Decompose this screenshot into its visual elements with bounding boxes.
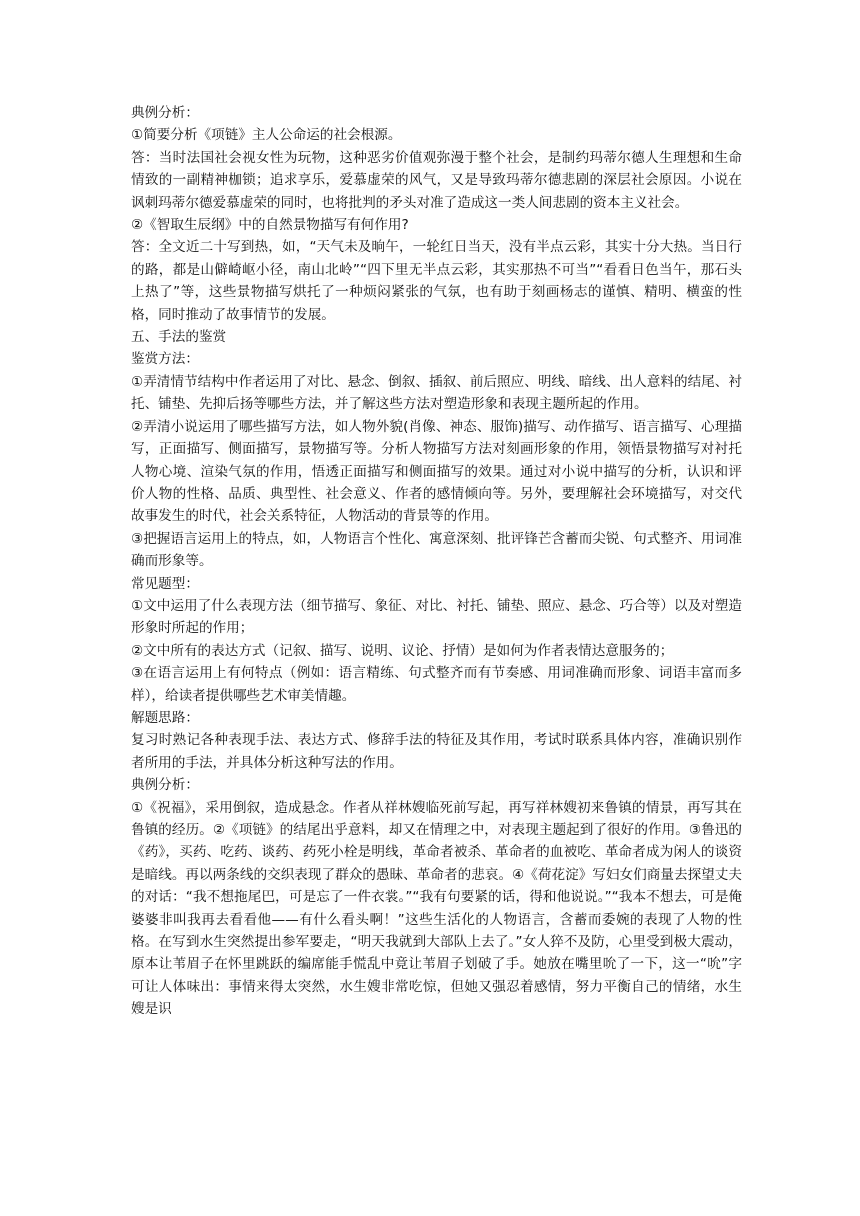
answer-paragraph: 答：全文近二十写到热，如，“天气未及晌午，一轮红日当天，没有半点云彩，其实十分大热。当日行的路，都是山僻崎岖小径，南山北岭”“四下里无半点云彩，其实那热不可当”“看看日色当午，那石头上热了”等，这些景物描写烘托了一种烦闷紧张的气氛，也有助于刻画杨志的谨慎、精明、横蛮的性格，同时推动了故事情节的发展。	[131, 239, 742, 323]
answer-paragraph: 答：当时法国社会视女性为玩物，这种恶劣价值观弥漫于整个社会，是制约玛蒂尔德人生理想和生命情致的一副精神枷锁；追求享乐，爱慕虚荣的风气，又是导致玛蒂尔德悲剧的深层社会原因。小说在讽刺玛蒂尔德爱慕虚荣的同时，也将批判的矛头对准了造成这一类人间悲剧的资本主义社会。	[131, 149, 742, 211]
question-paragraph: ②《智取生辰纲》中的自然景物描写有何作用?	[131, 217, 409, 234]
section-label: 解题思路：	[131, 709, 199, 726]
question-type-paragraph: ①文中运用了什么表现方法（细节描写、象征、对比、衬托、铺垫、照应、悬念、巧合等）以及对塑造形象时所起的作用；	[131, 597, 742, 637]
method-paragraph: ③把握语言运用上的特点，如，人物语言个性化、寓意深刻、批评锋芒含蓄而尖锐、句式整齐、用词准确而形象等。	[131, 530, 742, 570]
method-paragraph: ①弄清情节结构中作者运用了对比、悬念、倒叙、插叙、前后照应、明线、暗线、出人意料的结尾、衬托、铺垫、先抑后扬等哪些方法，并了解这些方法对塑造形象和表现主题所起的作用。	[131, 373, 742, 413]
question-type-paragraph: ②文中所有的表达方式（记叙、描写、说明、议论、抒情）是如何为作者表情达意服务的；	[131, 642, 674, 659]
section-heading: 五、手法的鉴赏	[131, 329, 227, 346]
example-paragraph: ①《祝福》，采用倒叙，造成悬念。作者从祥林嫂临死前写起，再写祥林嫂初来鲁镇的情景，再写其在鲁镇的经历。②《项链》的结尾出乎意料，却又在情理之中，对表现主题起到了很好的作用。③鲁迅的《药》，买药、吃药、谈药、药死小栓是明线，革命者被杀、革命者的血被吃、革命者成为闲人的谈资是暗线。再以两条线的交织表现了群众的愚昧、革命者的悲哀。④《荷花淀》写妇女们商量去探望丈夫的对话：“我不想拖尾巴，可是忘了一件衣裳。”“我有句要紧的话，得和他说说。”“我本不想去，可是俺婆婆非叫我再去看看他——有什么看头啊！”这些生活化的人物语言，含蓄而委婉的表现了人物的性格。在写到水生突然提出参军要走，“明天我就到大部队上去了。”女人猝不及防，心里受到极大震动，原本让苇眉子在怀里跳跃的编席能手慌乱中竟让苇眉子划破了手。她放在嘴里吮了一下，这一“吮”字可让人体味出：事情来得太突然，水生嫂非常吃惊，但她又强忍着感情，努力平衡自己的情绪，水生嫂是识	[131, 799, 742, 1018]
section-label: 鉴赏方法：	[131, 351, 199, 368]
document-body	[131, 102, 742, 1021]
approach-paragraph: 复习时熟记各种表现手法、表达方式、修辞手法的特征及其作用，考试时联系具体内容，准确识别作者所用的手法，并具体分析这种写法的作用。	[131, 732, 742, 771]
question-paragraph: ①简要分析《项链》主人公命运的社会根源。	[131, 127, 402, 144]
section-label: 典例分析：	[131, 777, 199, 794]
section-label: 典例分析：	[131, 105, 199, 121]
question-type-paragraph: ③在语言运用上有何特点（例如：语言精练、句式整齐而有节奏感、用词准确而形象、词语丰富而多样），给读者提供哪些艺术审美情趣。	[131, 665, 742, 704]
method-paragraph: ②弄清小说运用了哪些描写方法，如人物外貌(肖像、神态、服饰)描写、动作描写、语言描写、心理描写，正面描写、侧面描写，景物描写等。分析人物描写方法对刻画形象的作用，领悟景物描写对衬托人物心境、渲染气氛的作用，悟透正面描写和侧面描写的效果。通过对小说中描写的分析，认识和评价人物的性格、品质、典型性、社会意义、作者的感情倾向等。另外，要理解社会环境描写，对交代故事发生的时代，社会关系特征，人物活动的背景等的作用。	[131, 418, 742, 525]
section-label: 常见题型：	[131, 575, 199, 592]
